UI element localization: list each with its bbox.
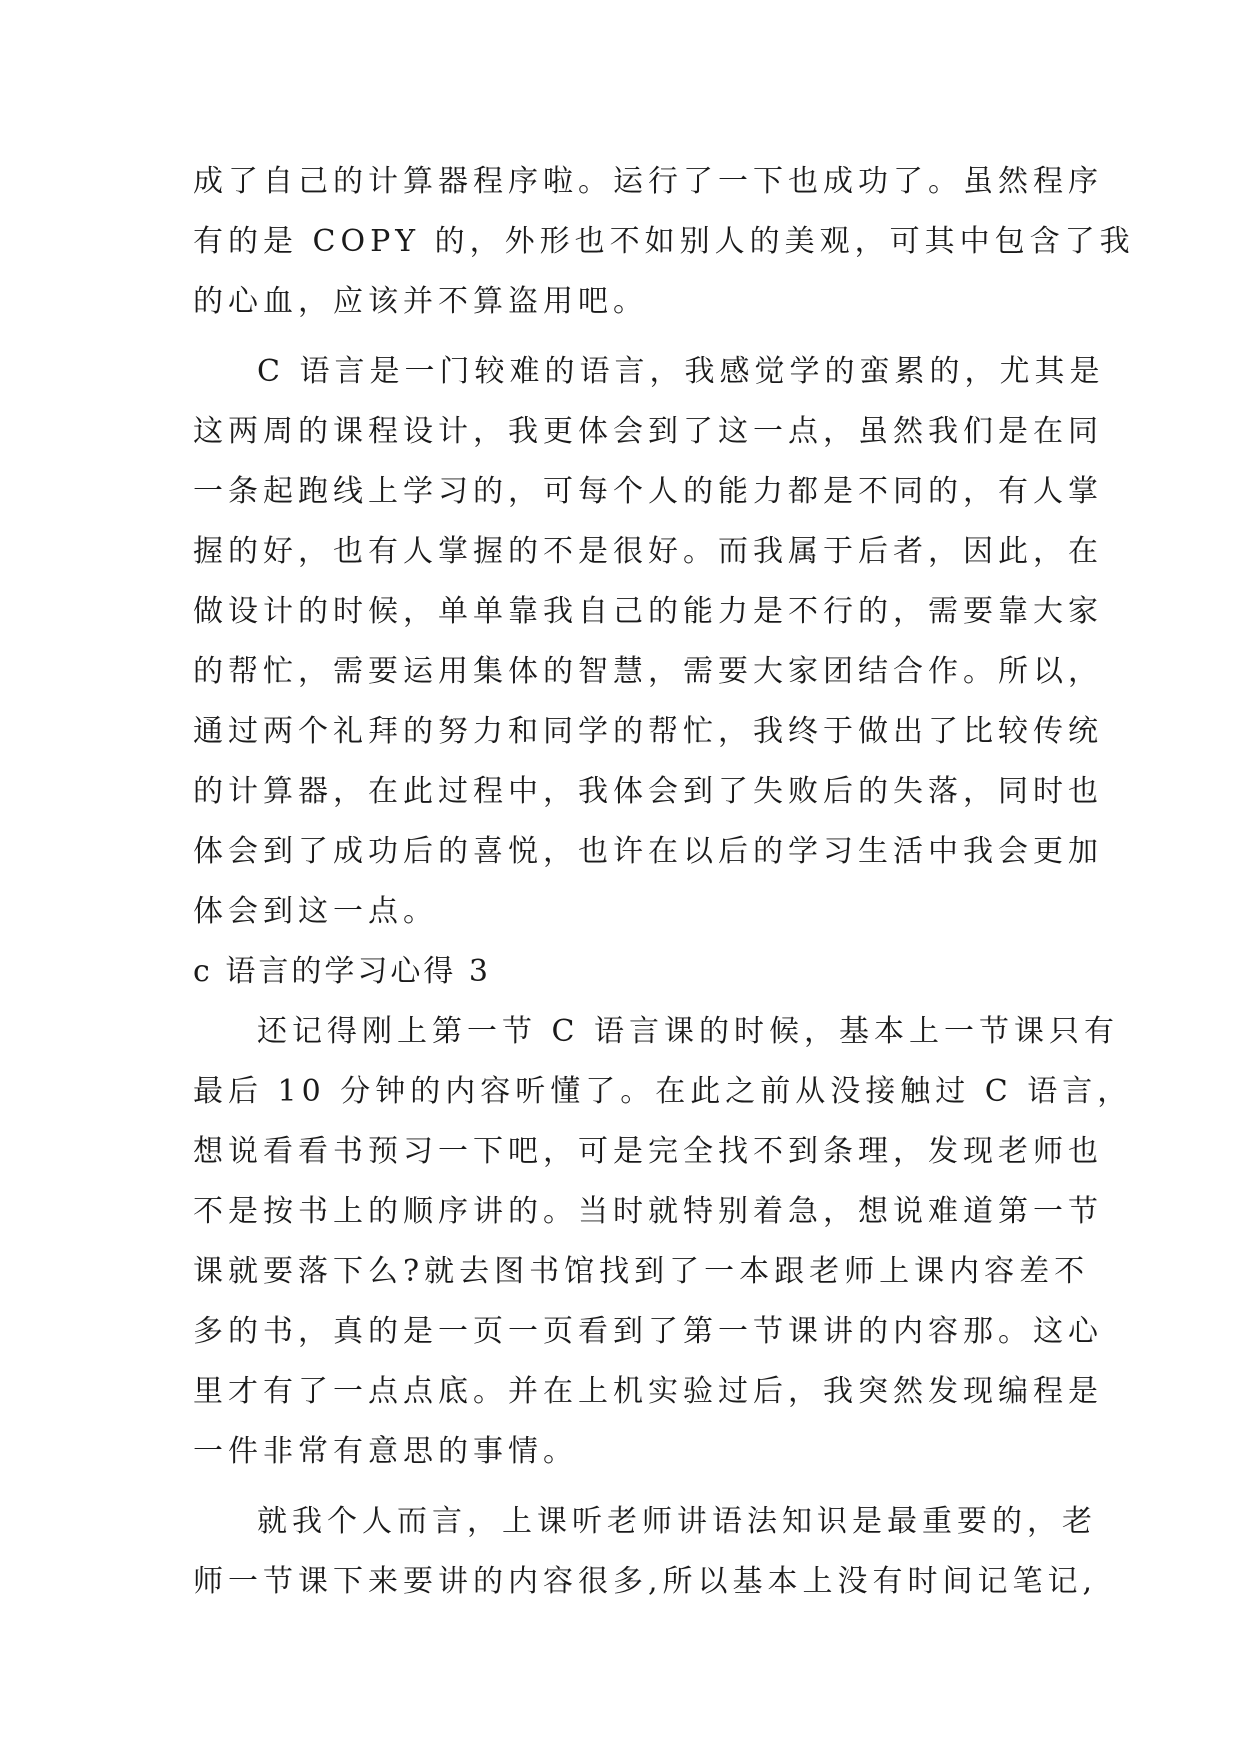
text-line: 就我个人而言，上课听老师讲语法知识是最重要的，老 xyxy=(257,1504,1097,1539)
text-line: 还记得刚上第一节 C 语言课的时候，基本上一节课只有 xyxy=(257,1014,1120,1049)
text-line: 多的书，真的是一页一页看到了第一节课讲的内容那。这心 xyxy=(193,1314,1103,1349)
text-line: 这两周的课程设计，我更体会到了这一点，虽然我们是在同 xyxy=(193,414,1103,449)
section-heading: c 语言的学习心得 3 xyxy=(193,954,491,989)
text-line: 一条起跑线上学习的，可每个人的能力都是不同的，有人掌 xyxy=(193,474,1103,509)
text-line: 的心血，应该并不算盗用吧。 xyxy=(193,284,648,319)
text-line: 通过两个礼拜的努力和同学的帮忙，我终于做出了比较传统 xyxy=(193,714,1103,749)
paragraph-1 xyxy=(193,152,1135,332)
text-line: 的计算器，在此过程中，我体会到了失败后的失落，同时也 xyxy=(193,774,1103,809)
text-line: 体会到这一点。 xyxy=(193,894,438,929)
text-line: 最后 10 分钟的内容听懂了。在此之前从没接触过 C 语言， xyxy=(193,1074,1133,1109)
document-body xyxy=(193,152,1135,1612)
text-line: 有的是 COPY 的，外形也不如别人的美观，可其中包含了我 xyxy=(193,224,1135,259)
text-line: 做设计的时候，单单靠我自己的能力是不行的，需要靠大家 xyxy=(193,594,1103,629)
text-line: C 语言是一门较难的语言，我感觉学的蛮累的，尤其是 xyxy=(257,354,1105,389)
text-line: 想说看看书预习一下吧，可是完全找不到条理，发现老师也 xyxy=(193,1134,1103,1169)
text-line: 课就要落下么?就去图书馆找到了一本跟老师上课内容差不 xyxy=(193,1254,1090,1289)
text-line: 的帮忙，需要运用集体的智慧，需要大家团结合作。所以， xyxy=(193,654,1103,689)
paragraph-3 xyxy=(193,1002,1133,1482)
text-line: 体会到了成功后的喜悦，也许在以后的学习生活中我会更加 xyxy=(193,834,1103,869)
text-line: 一件非常有意思的事情。 xyxy=(193,1434,578,1469)
paragraph-spacer xyxy=(193,1482,1053,1492)
paragraph-4 xyxy=(193,1492,1098,1612)
paragraph-2 xyxy=(193,342,1105,942)
text-line: 师一节课下来要讲的内容很多,所以基本上没有时间记笔记, xyxy=(193,1564,1098,1599)
paragraph-spacer xyxy=(193,332,1053,342)
text-line: 握的好，也有人掌握的不是很好。而我属于后者，因此，在 xyxy=(193,534,1103,569)
text-line: 里才有了一点点底。并在上机实验过后，我突然发现编程是 xyxy=(193,1374,1103,1409)
text-line: 成了自己的计算器程序啦。运行了一下也成功了。虽然程序 xyxy=(193,164,1103,199)
text-line: 不是按书上的顺序讲的。当时就特别着急，想说难道第一节 xyxy=(193,1194,1103,1229)
